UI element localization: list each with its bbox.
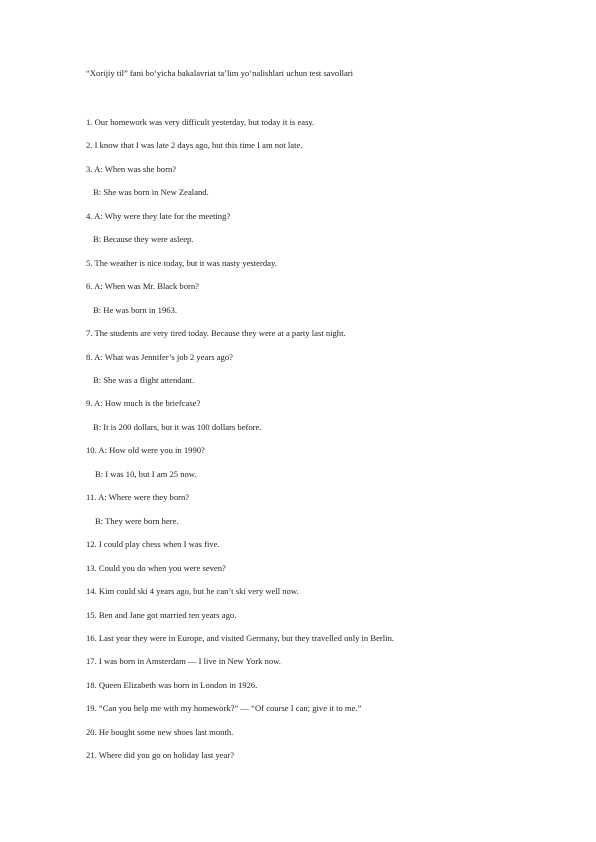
question-line: 17. I was born in Amsterdam — I live in New York now. bbox=[86, 656, 281, 667]
question-line: 3. A: When was she born? bbox=[86, 163, 177, 174]
question-line: 18. Queen Elizabeth was born in London in 1926. bbox=[86, 679, 258, 690]
answer-line: B: She was born in New Zealand. bbox=[93, 187, 209, 198]
answer-line: B: I was 10, but I am 25 now. bbox=[95, 468, 197, 479]
question-line: 16. Last year they were in Europe, and visited Germany, but they travelled only in Berlin. bbox=[86, 632, 395, 643]
question-line: 9. A: How much is the briefcase? bbox=[86, 398, 201, 409]
question-line: 21. Where did you go on holiday last year? bbox=[86, 750, 235, 761]
answer-line: B: He was born in 1963. bbox=[93, 304, 178, 315]
question-line: 12. I could play chess when I was five. bbox=[86, 539, 220, 550]
question-line: 19. “Can you help me with my homework?” — “Of course I can; give it to me.” bbox=[86, 703, 362, 714]
question-line: 7. The students are very tired today. Because they were at a party last night. bbox=[86, 328, 346, 338]
question-line: 14. Kim could ski 4 years ago, but he can’t ski very well now. bbox=[86, 586, 299, 596]
question-line: 1. Our homework was very difficult yesterday, but today it is easy. bbox=[86, 117, 315, 127]
question-line: 2. I know that I was late 2 days ago, but this time I am not late. bbox=[86, 140, 303, 151]
question-line: 6. A: When was Mr. Black born? bbox=[86, 281, 199, 292]
question-line: 20. He bought some new shoes last month. bbox=[86, 726, 234, 737]
answer-line: B: She was a flight attendant. bbox=[93, 374, 195, 385]
question-line: 4. A: Why were they late for the meeting? bbox=[86, 210, 231, 221]
document-title: “Xorijiy til” fani bo‘yicha bakalavriat ta’lim yo‘nalishlari uchun test savollari bbox=[86, 68, 354, 78]
question-line: 8. A: What was Jennifer’s job 2 years ago? bbox=[86, 351, 233, 362]
answer-line: B: They were born here. bbox=[95, 515, 179, 526]
question-line: 5. The weather is nice today, but it was nasty yesterday. bbox=[86, 257, 277, 268]
question-line: 11. A: Where were they born? bbox=[86, 492, 190, 503]
question-line: 10. A: How old were you in 1990? bbox=[86, 445, 205, 456]
question-line: 15. Ben and Jane got married ten years ago. bbox=[86, 609, 237, 620]
question-line: 13. Could you do when you were seven? bbox=[86, 562, 226, 573]
answer-line: B: Because they were asleep. bbox=[93, 234, 194, 245]
answer-line: B: It is 200 dollars, but it was 100 dollars before. bbox=[93, 421, 262, 432]
